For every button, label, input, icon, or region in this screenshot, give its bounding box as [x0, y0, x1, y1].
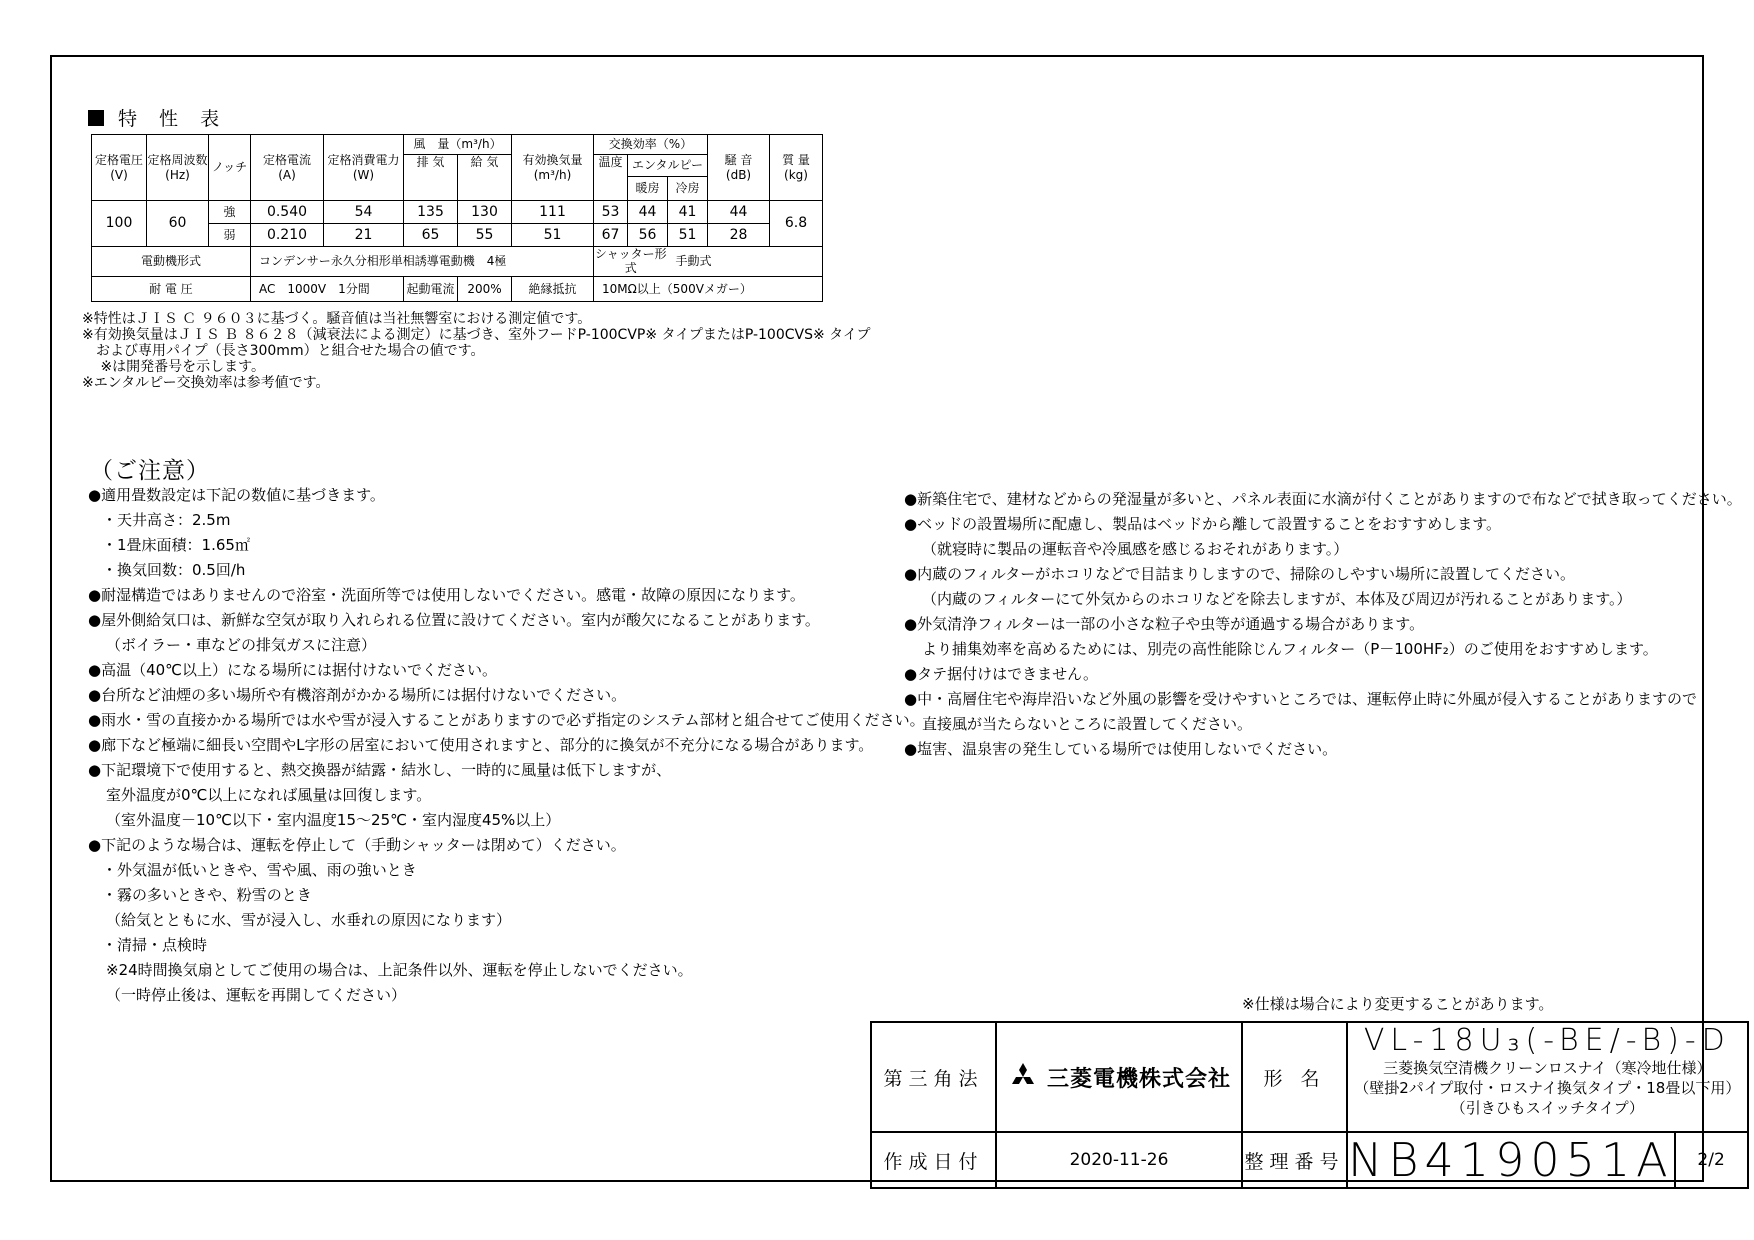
caution-line: ●外気清浄フィルターは一部の小さな粒子や虫等が通過する場合があります。	[904, 615, 1425, 633]
projection-label: 第三角法	[871, 1022, 996, 1132]
square-bullet-icon	[88, 110, 104, 126]
note-line: ※エンタルピー交換効率は参考値です。	[82, 375, 330, 391]
caution-line: （内蔵のフィルターにて外気からのホコリなどを除去しますが、本体及び周辺が汚れることがあります。）	[922, 590, 1632, 608]
page-number: 2/2	[1675, 1132, 1748, 1188]
notch-value: 弱	[209, 224, 251, 247]
cool-value: 41	[668, 201, 708, 224]
caution-line: ●中・高層住宅や海岸沿いなど外風の影響を受けやすいところでは、運転停止時に外風が侵入することがありますので	[904, 690, 1697, 708]
title-block	[870, 1021, 1749, 1189]
notch-value: 強	[209, 201, 251, 224]
company-logo-cell	[996, 1022, 1242, 1132]
spec-notes	[82, 311, 870, 391]
caution-line: 直接風が当たらないところに設置してください。	[922, 715, 1253, 733]
three-diamonds-icon	[1007, 1063, 1039, 1091]
caution-line: ●新築住宅で、建材などからの発湿量が多いと、パネル表面に水滴が付くことがありますので布などで拭き取ってください。	[904, 490, 1742, 508]
exhaust-value: 65	[404, 224, 458, 247]
caution-line: ●雨水・雪の直接かかる場所では水や雪が浸入することがありますので必ず指定のシステム部材と組合せてご使用ください。	[88, 711, 925, 729]
caution-line: （室外温度－10℃以下・室内温度15～25℃・室内湿度45%以上）	[106, 811, 561, 829]
section-title-text: 特 性 表	[118, 108, 228, 130]
header-exhaust: 排 気	[404, 155, 458, 201]
header-airflow: 風 量（m³/h）	[404, 135, 512, 155]
model-desc-3: （引きひもスイッチタイプ）	[1450, 1099, 1644, 1117]
shutter-label: シャッター形式	[594, 247, 667, 276]
header-current: 定格電流 (A)	[251, 135, 324, 201]
date-value: 2020-11-26	[996, 1132, 1242, 1188]
current-value: 0.210	[251, 224, 324, 247]
header-noise: 騒 音 (dB)	[708, 135, 770, 201]
model-number: VL-18U₃(-BE/-B)-D	[1363, 1023, 1731, 1058]
header-heat: 暖房	[628, 177, 668, 201]
model-cell	[1347, 1022, 1748, 1132]
effective-value: 111	[512, 201, 594, 224]
header-mass: 質 量 (kg)	[770, 135, 823, 201]
header-temp: 温度	[594, 155, 628, 201]
caution-line: ●屋外側給気口は、新鮮な空気が取り入れられる位置に設けてください。室内が酸欠になることがあります。	[88, 611, 820, 629]
withstand-value: AC 1000V 1分間	[251, 276, 404, 301]
header-supply: 給 気	[458, 155, 512, 201]
caution-title: （ご注意）	[90, 458, 210, 484]
table-row	[92, 247, 823, 277]
note-line: ※特性はＪＩＳ Ｃ ９６０３に基づく。騒音値は当社無響室における測定値です。	[82, 311, 592, 327]
insulation-label: 絶縁抵抗	[512, 276, 594, 301]
caution-line: ●耐湿構造ではありませんので浴室・洗面所等では使用しないでください。感電・故障の原因になります。	[88, 586, 805, 604]
caution-line: ●内蔵のフィルターがホコリなどで目詰まりしますので、掃除のしやすい場所に設置してください。	[904, 565, 1575, 583]
date-label: 作成日付	[871, 1132, 996, 1188]
section-title	[88, 104, 227, 131]
model-label: 形 名	[1242, 1022, 1347, 1132]
table-row	[92, 276, 823, 301]
header-effective: 有効換気量 (m³/h)	[512, 135, 594, 201]
supply-value: 130	[458, 201, 512, 224]
noise-value: 44	[708, 201, 770, 224]
company-logo	[997, 1062, 1241, 1093]
header-enthalpy: エンタルピー	[628, 155, 708, 177]
frequency-value: 60	[147, 201, 209, 247]
caution-line: ●ベッドの設置場所に配慮し、製品はベッドから離して設置することをおすすめします。	[904, 515, 1502, 533]
caution-line: （就寝時に製品の運転音や冷風感を感じるおそれがあります。）	[922, 540, 1349, 558]
mass-value: 6.8	[770, 201, 823, 247]
caution-line: ・霧の多いときや、粉雪のとき	[102, 886, 312, 904]
motor-label: 電動機形式	[92, 247, 251, 277]
noise-value: 28	[708, 224, 770, 247]
note-line: ※は開発番号を示します。	[82, 359, 266, 375]
caution-line: より捕集効率を高めるためには、別売の高性能除じんフィルター（P－100HF₂）のご使用をおすすめします。	[922, 640, 1658, 658]
spec-table	[91, 134, 823, 302]
cool-value: 51	[668, 224, 708, 247]
header-frequency: 定格周波数 (Hz)	[147, 135, 209, 201]
header-cool: 冷房	[668, 177, 708, 201]
caution-line: ●タテ据付けはできません。	[904, 665, 1098, 683]
insulation-value: 10MΩ以上（500Vメガー）	[594, 276, 823, 301]
temp-value: 53	[594, 201, 628, 224]
caution-line: 室外温度が0℃以上になれば風量は回復します。	[106, 786, 432, 804]
caution-line: ●下記のような場合は、運転を停止して（手動シャッターは閉めて）ください。	[88, 836, 626, 854]
caution-line: ●塩害、温泉害の発生している場所では使用しないでください。	[904, 740, 1338, 758]
heat-value: 44	[628, 201, 668, 224]
header-power: 定格消費電力 (W)	[324, 135, 404, 201]
caution-line: ●廊下など極端に細長い空間やL字形の居室において使用されますと、部分的に換気が不充分になる場合があります。	[88, 736, 874, 754]
note-line: および専用パイプ（長さ300mm）と組合せた場合の値です。	[82, 343, 485, 359]
withstand-label: 耐 電 圧	[92, 276, 251, 301]
caution-line: ・外気温が低いときや、雪や風、雨の強いとき	[102, 861, 417, 879]
power-value: 54	[324, 201, 404, 224]
temp-value: 67	[594, 224, 628, 247]
caution-line: （一時停止後は、運転を再開してください）	[106, 986, 407, 1004]
table-row	[92, 201, 823, 224]
header-efficiency: 交換効率（%）	[594, 135, 708, 155]
voltage-value: 100	[92, 201, 147, 247]
caution-line: ●高温（40℃以上）になる場所には据付けないでください。	[88, 661, 498, 679]
caution-line: ※24時間換気扇としてご使用の場合は、上記条件以外、運転を停止しないでください。	[106, 961, 693, 979]
motor-value: コンデンサー永久分相形単相誘導電動機 4極	[251, 247, 594, 277]
model-desc-1: 三菱換気空清機クリーンロスナイ（寒冷地仕様）	[1383, 1059, 1712, 1077]
spec-change-note: ※仕様は場合により変更することがあります。	[1242, 995, 1554, 1013]
caution-left-column	[88, 483, 925, 1008]
company-name: 三菱電機株式会社	[1046, 1066, 1231, 1092]
caution-right-column	[904, 487, 1742, 762]
note-line: ※有効換気量はＪＩＳ Ｂ ８６２８（減衰法による測定）に基づき、室外フードP-100CVP※ タイプまたはP-100CVS※ タイプ	[82, 327, 871, 343]
document-number: NB419051A	[1348, 1133, 1674, 1187]
caution-line: （ボイラー・車などの排気ガスに注意）	[106, 636, 377, 654]
caution-line: ●台所など油煙の多い場所や有機溶剤がかかる場所には据付けないでください。	[88, 686, 627, 704]
caution-line: （給気とともに水、雪が浸入し、水垂れの原因になります）	[106, 911, 512, 929]
caution-line: ・換気回数：0.5回/h	[102, 561, 246, 579]
model-desc-2: （壁掛2パイプ取付・ロスナイ換気タイプ・18畳以下用）	[1354, 1079, 1741, 1097]
starting-label: 起動電流	[404, 276, 458, 301]
supply-value: 55	[458, 224, 512, 247]
caution-line: ・清掃・点検時	[102, 936, 208, 954]
header-notch: ノッチ	[209, 135, 251, 201]
docno-label: 整理番号	[1242, 1132, 1347, 1188]
power-value: 21	[324, 224, 404, 247]
heat-value: 56	[628, 224, 668, 247]
caution-line: ・1畳床面積：1.65㎡	[102, 536, 250, 554]
caution-line: ●下記環境下で使用すると、熱交換器が結露・結氷し、一時的に風量は低下しますが、	[88, 761, 672, 779]
caution-line: ●適用畳数設定は下記の数値に基づきます。	[88, 486, 385, 504]
starting-value: 200%	[458, 276, 512, 301]
exhaust-value: 135	[404, 201, 458, 224]
shutter-value: 手動式	[668, 247, 823, 277]
header-voltage: 定格電圧 (V)	[92, 135, 147, 201]
caution-line: ・天井高さ：2.5m	[102, 511, 231, 529]
effective-value: 51	[512, 224, 594, 247]
current-value: 0.540	[251, 201, 324, 224]
